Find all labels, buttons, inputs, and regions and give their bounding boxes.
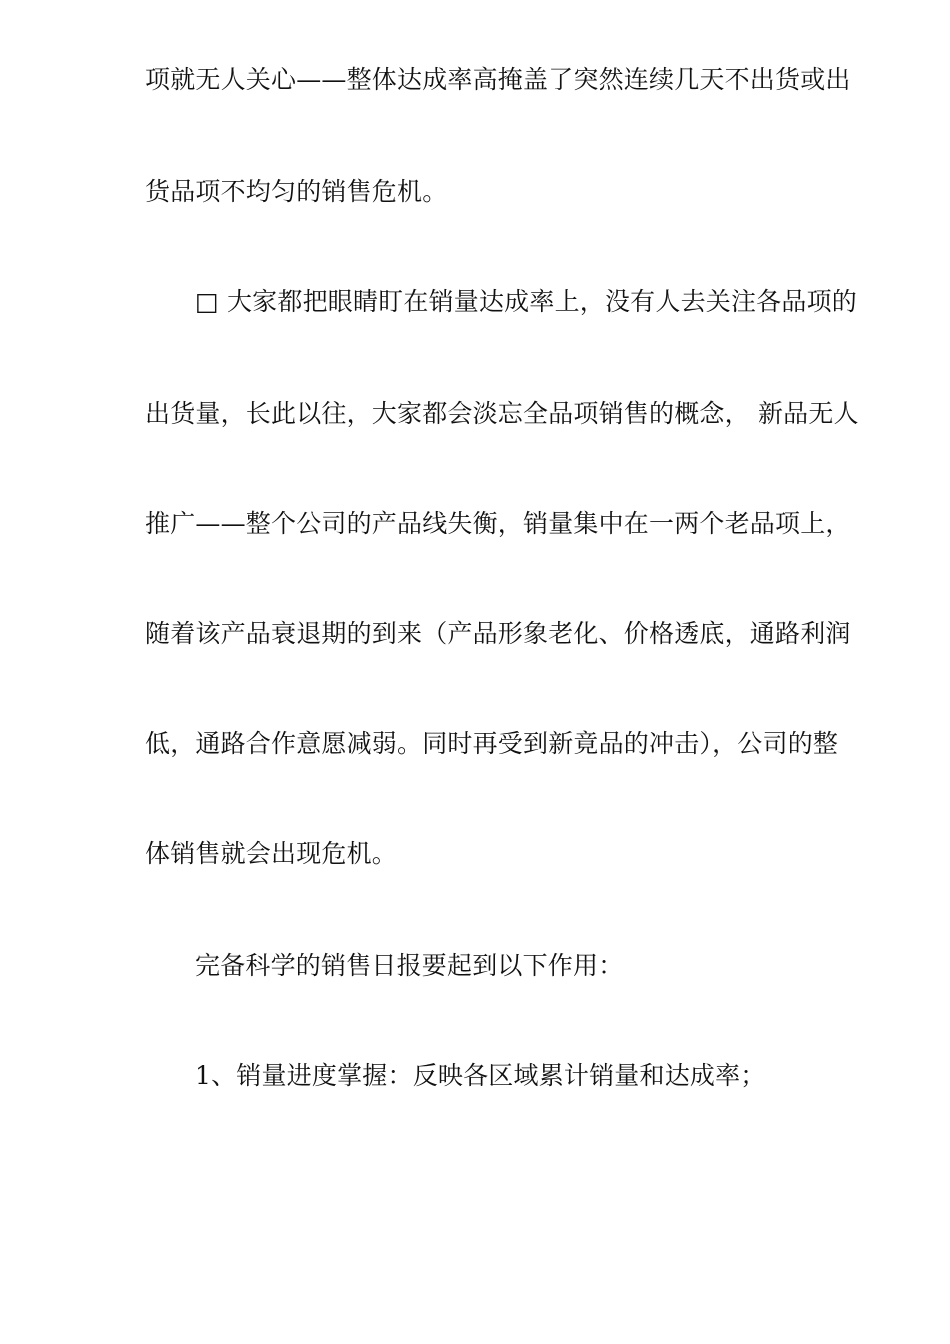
text-line-2: 货品项不均匀的销售危机。 <box>145 177 448 206</box>
text-line-7: 低，通路合作意愿减弱。同时再受到新竟品的冲击），公司的整 <box>145 729 839 758</box>
text-line-4: 出货量，长此以往，大家都会淡忘全品项销售的概念， 新品无人 <box>145 399 859 428</box>
text-line-1: 项就无人关心——整体达成率高掩盖了突然连续几天不出货或出 <box>145 65 851 94</box>
text-line-8: 体销售就会出现危机。 <box>145 839 398 868</box>
text-line-6: 随着该产品衰退期的到来（产品形象老化、价格透底，通路利润 <box>145 619 851 648</box>
text-line-5: 推广——整个公司的产品线失衡，销量集中在一两个老品项上， <box>145 509 851 538</box>
section-intro-line: 完备科学的销售日报要起到以下作用： <box>195 951 624 980</box>
numbered-item-1: 1、销量进度掌握：反映各区域累计销量和达成率； <box>195 1061 766 1090</box>
bullet-paragraph-line-1: □ 大家都把眼睛盯在销量达成率上，没有人去关注各品项的 <box>195 287 857 316</box>
